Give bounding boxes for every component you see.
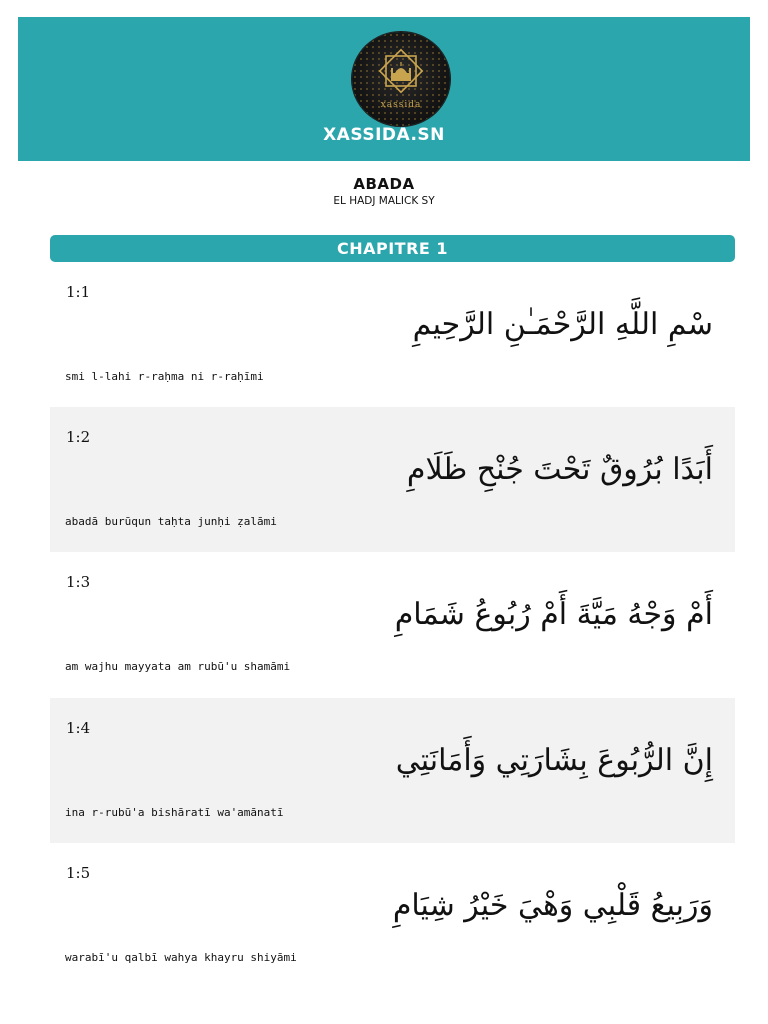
verse-transliteration: abadā burūqun taḥta junḥi ẓalāmi bbox=[65, 515, 277, 529]
verse-item bbox=[50, 262, 735, 407]
verse-item bbox=[50, 843, 735, 988]
verse-item bbox=[50, 552, 735, 697]
document-title: ABADA bbox=[353, 175, 415, 193]
verse-number: 1:3 bbox=[66, 573, 91, 592]
verse-transliteration: smi l-lahi r-raḥma ni r-raḥīmi bbox=[65, 370, 264, 383]
site-header bbox=[18, 17, 750, 161]
verse-arabic-text: إِنَّ الرُّبُوعَ بِشَارَتِي وَأَمَانَتِي bbox=[395, 742, 713, 778]
verse-transliteration: warabī'u qalbī wahya khayru shiyāmi bbox=[65, 950, 297, 964]
verse-arabic-text: أَمْ وَجْهُ مَيَّةَ أَمْ رُبُوعُ شَمَامِ bbox=[394, 597, 713, 633]
verse-number: 1:5 bbox=[66, 863, 91, 882]
verse-number: 1:1 bbox=[66, 283, 91, 301]
verse-arabic-text: أَبَدًا بُرُوقٌ تَحْتَ جُنْحِ ظَلَامِ bbox=[406, 452, 713, 488]
verse-arabic-text: وَرَبِيعُ قَلْبِي وَهْيَ خَيْرُ شِيَامِ bbox=[392, 887, 713, 923]
logo-text: xassida bbox=[380, 100, 422, 110]
chapter-heading: CHAPITRE 1 bbox=[50, 235, 735, 262]
verse-number: 1:4 bbox=[66, 718, 91, 737]
verse-transliteration: ina r-rubū'a bishāratī wa'amānatī bbox=[65, 805, 284, 819]
verse-arabic-text: سْمِ اللَّهِ الرَّحْمَـٰنِ الرَّحِيمِ bbox=[412, 307, 713, 342]
verse-list bbox=[50, 262, 735, 988]
verse-number: 1:2 bbox=[66, 428, 91, 447]
star-mosque-icon bbox=[376, 46, 426, 96]
verse-transliteration: am wajhu mayyata am rubū'u shamāmi bbox=[65, 660, 291, 674]
xassida-logo-icon[interactable] bbox=[352, 32, 450, 126]
site-name[interactable]: XASSIDA.SN bbox=[323, 125, 445, 145]
verse-item bbox=[50, 407, 735, 552]
document-author: EL HADJ MALICK SY bbox=[333, 195, 435, 207]
verse-item bbox=[50, 698, 735, 843]
